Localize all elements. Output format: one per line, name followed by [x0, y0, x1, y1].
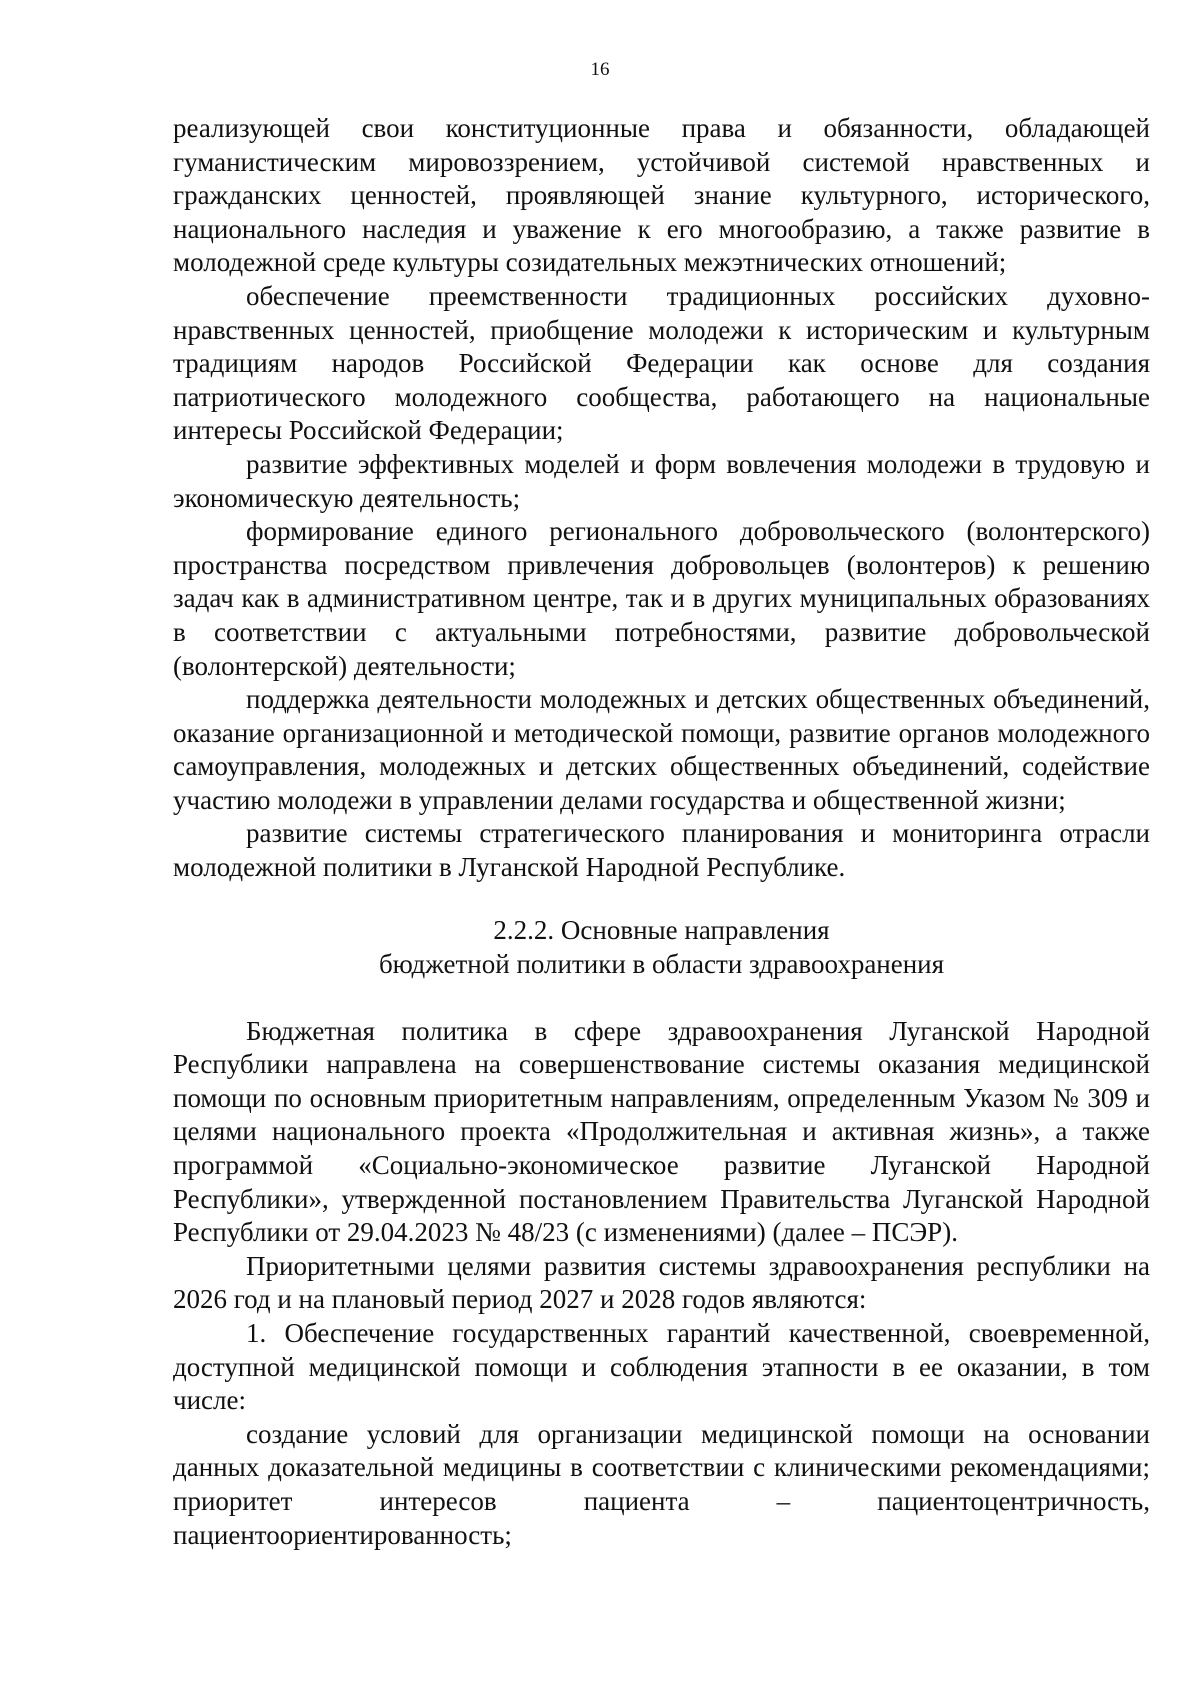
paragraph-continuation: реализующей свои конституционные права и обязанности, обладающей гуманистическим мировоззрением, устойчивой системой нравственных и гражданских ценностей, проявляющей знание культурного, исторического, национального наследия и уважение к его многообразию, а также развитие в молодежной среде культуры созидательных межэтнических отношений;: [173, 113, 1150, 278]
paragraph-labor-involvement: развитие эффективных моделей и форм вовлечения молодежи в трудовую и экономическую деятельность;: [173, 448, 1150, 513]
paragraph-youth-associations: поддержка деятельности молодежных и детских общественных объединений, оказание организационной и методической помощи, развитие органов молодежного самоуправления, молодежных и детских общественных объединений, содействие участию молодежи в управлении делами государства и общественной жизни;: [173, 684, 1150, 815]
paragraph-strategic-planning: развитие системы стратегического планирования и мониторинга отрасли молодежной политики в Луганской Народной Республике.: [173, 818, 1150, 883]
section-heading-line-2: бюджетной политики в области здравоохранения: [378, 948, 945, 979]
paragraph-evidence-based-medicine: создание условий для организации медицинской помощи на основании данных доказательной медицины в соответствии с клиническими рекомендациями; приоритет интересов пациента – пациентоцентричность, пациентоориентированность;: [173, 1418, 1150, 1550]
paragraph-traditional-values: обеспечение преемственности традиционных российских духовно-нравственных ценностей, приобщение молодежи к историческим и культурным традициям народов Российской Федерации как основе для создания патриотического молодежного сообщества, работающего на национальные интересы Российской Федерации;: [173, 280, 1150, 446]
section-heading-line-1: 2.2.2. Основные направления: [493, 914, 830, 945]
section-heading: [173, 913, 1150, 981]
page-number: 16: [590, 59, 610, 80]
paragraph-volunteer-space: формирование единого регионального добровольческого (волонтерского) пространства посредством привлечения добровольцев (волонтеров) к решению задач как в административном центре, так и в других муниципальных образованиях в соответствии с актуальными потребностями, развитие добровольческой (волонтерской) деятельности;: [173, 516, 1150, 681]
paragraph-goal-1: 1. Обеспечение государственных гарантий качественной, своевременной, доступной медицинской помощи и соблюдения этапности в ее оказании, в том числе:: [173, 1318, 1150, 1416]
paragraph-budget-policy: Бюджетная политика в сфере здравоохранения Луганской Народной Республики направлена на совершенствование системы оказания медицинской помощи по основным приоритетным направлениям, определенным Указом № 309 и целями национального проекта «Продолжительная и активная жизнь», а также программой «Социально-экономическое развитие Луганской Народной Республики», утвержденной постановлением Правительства Луганской Народной Республики от 29.04.2023 № 48/23 (с изменениями) (далее – ПСЭР).: [173, 1015, 1150, 1248]
paragraph-priority-goals: Приоритетными целями развития системы здравоохранения республики на 2026 год и на плановый период 2027 и 2028 годов являются:: [173, 1250, 1150, 1315]
document-body: [173, 112, 1150, 1552]
